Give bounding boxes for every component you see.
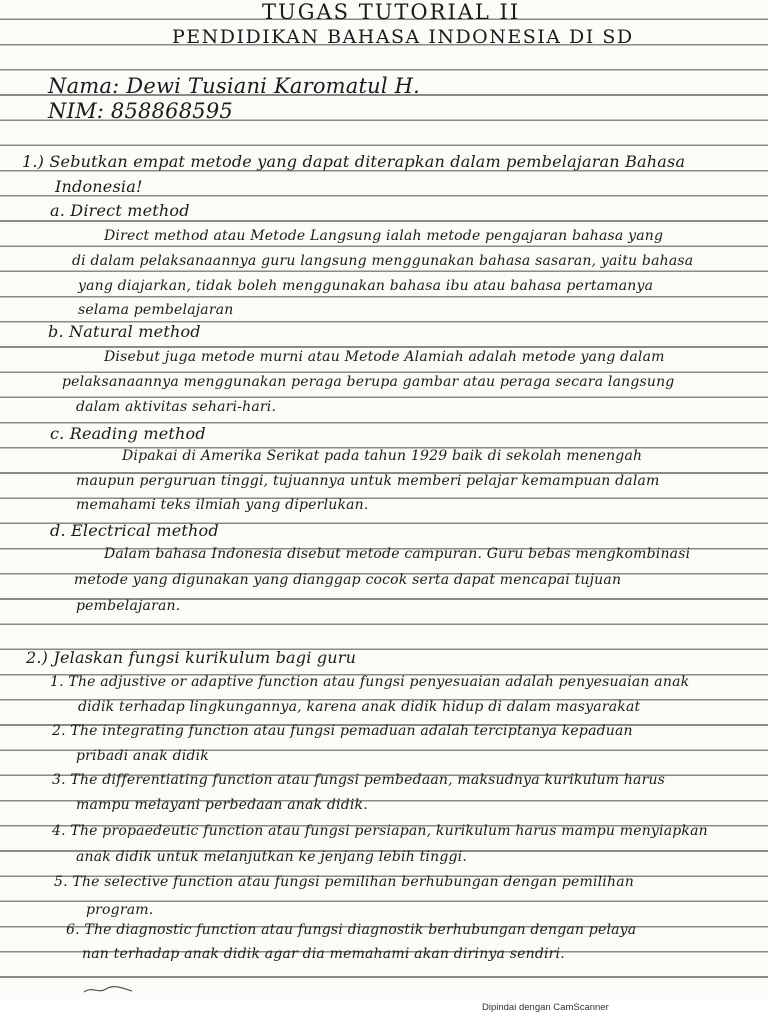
q2-item-line: anak didik untuk melanjutkan ke jenjang lebih tinggi.: [76, 849, 467, 865]
q1-item-a-line: selama pembelajaran: [78, 302, 234, 318]
q2-item-line: mampu melayani perbedaan anak didik.: [76, 797, 368, 813]
q1-item-d-line: metode yang digunakan yang dianggap cocok serta dapat mencapai tujuan: [74, 572, 622, 588]
q1-item-d-line: Dalam bahasa Indonesia disebut metode campuran. Guru bebas mengkombinasi: [104, 546, 691, 562]
q1-item-b-line: Disebut juga metode murni atau Metode Alamiah adalah metode yang dalam: [104, 349, 665, 365]
q2-item-line: program.: [86, 902, 154, 918]
q2-prompt: 2.) Jelaskan fungsi kurikulum bagi guru: [26, 648, 357, 667]
scanner-watermark: Dipindai dengan CamScanner: [482, 1002, 609, 1013]
q1-item-c-line: memahami teks ilmiah yang diperlukan.: [76, 497, 369, 513]
student-nim: NIM: 858868595: [48, 99, 233, 123]
q1-item-a-heading: a. Direct method: [50, 201, 190, 220]
q2-item-line: nan terhadap anak didik agar dia memahami akan dirinya sendiri.: [82, 946, 565, 962]
page-title: TUGAS TUTORIAL II: [262, 0, 521, 24]
q1-item-a-line: Direct method atau Metode Langsung ialah metode pengajaran bahasa yang: [104, 228, 664, 244]
q1-prompt-line-2: Indonesia!: [55, 177, 143, 196]
scanner-footer: [0, 1000, 768, 1024]
q1-item-c-line: maupun perguruan tinggi, tujuannya untuk memberi pelajar kemampuan dalam: [76, 473, 660, 489]
q2-item-line: 4. The propaedeutic function atau fungsi persiapan, kurikulum harus mampu menyiapkan: [52, 823, 708, 839]
q1-item-a-line: di dalam pelaksanaannya guru langsung menggunakan bahasa sasaran, yaitu bahasa: [72, 253, 694, 269]
q1-item-b-line: dalam aktivitas sehari-hari.: [76, 399, 277, 415]
q1-item-c-heading: c. Reading method: [50, 424, 206, 443]
q1-item-b-line: pelaksanaannya menggunakan peraga berupa gambar atau peraga secara langsung: [62, 374, 675, 390]
q2-item-line: 2. The integrating function atau fungsi pemaduan adalah terciptanya kepaduan: [52, 723, 633, 739]
student-name: Nama: Dewi Tusiani Karomatul H.: [48, 74, 421, 98]
q2-item-line: 1. The adjustive or adaptive function atau fungsi penyesuaian adalah penyesuaian anak: [50, 674, 690, 690]
q1-item-c-line: Dipakai di Amerika Serikat pada tahun 1929 baik di sekolah menengah: [122, 448, 643, 464]
q2-item-line: 3. The differentiating function atau fungsi pembedaan, maksudnya kurikulum harus: [52, 772, 666, 788]
q1-item-a-line: yang diajarkan, tidak boleh menggunakan bahasa ibu atau bahasa pertamanya: [78, 278, 654, 294]
q2-item-line: pribadi anak didik: [76, 748, 209, 764]
q2-item-line: 5. The selective function atau fungsi pemilihan berhubungan dengan pemilihan: [54, 874, 634, 890]
page-subtitle: PENDIDIKAN BAHASA INDONESIA DI SD: [172, 26, 634, 48]
q1-prompt-line-1: 1.) Sebutkan empat metode yang dapat diterapkan dalam pembelajaran Bahasa: [22, 152, 686, 171]
q1-item-d-heading: d. Electrical method: [50, 521, 219, 540]
q1-item-d-line: pembelajaran.: [76, 598, 181, 614]
pen-scribble-mark: [82, 984, 134, 996]
q2-item-line: 6. The diagnostic function atau fungsi diagnostik berhubungan dengan pelaya: [66, 922, 637, 938]
q2-item-line: didik terhadap lingkungannya, karena anak didik hidup di dalam masyarakat: [78, 699, 641, 715]
q1-item-b-heading: b. Natural method: [48, 322, 201, 341]
